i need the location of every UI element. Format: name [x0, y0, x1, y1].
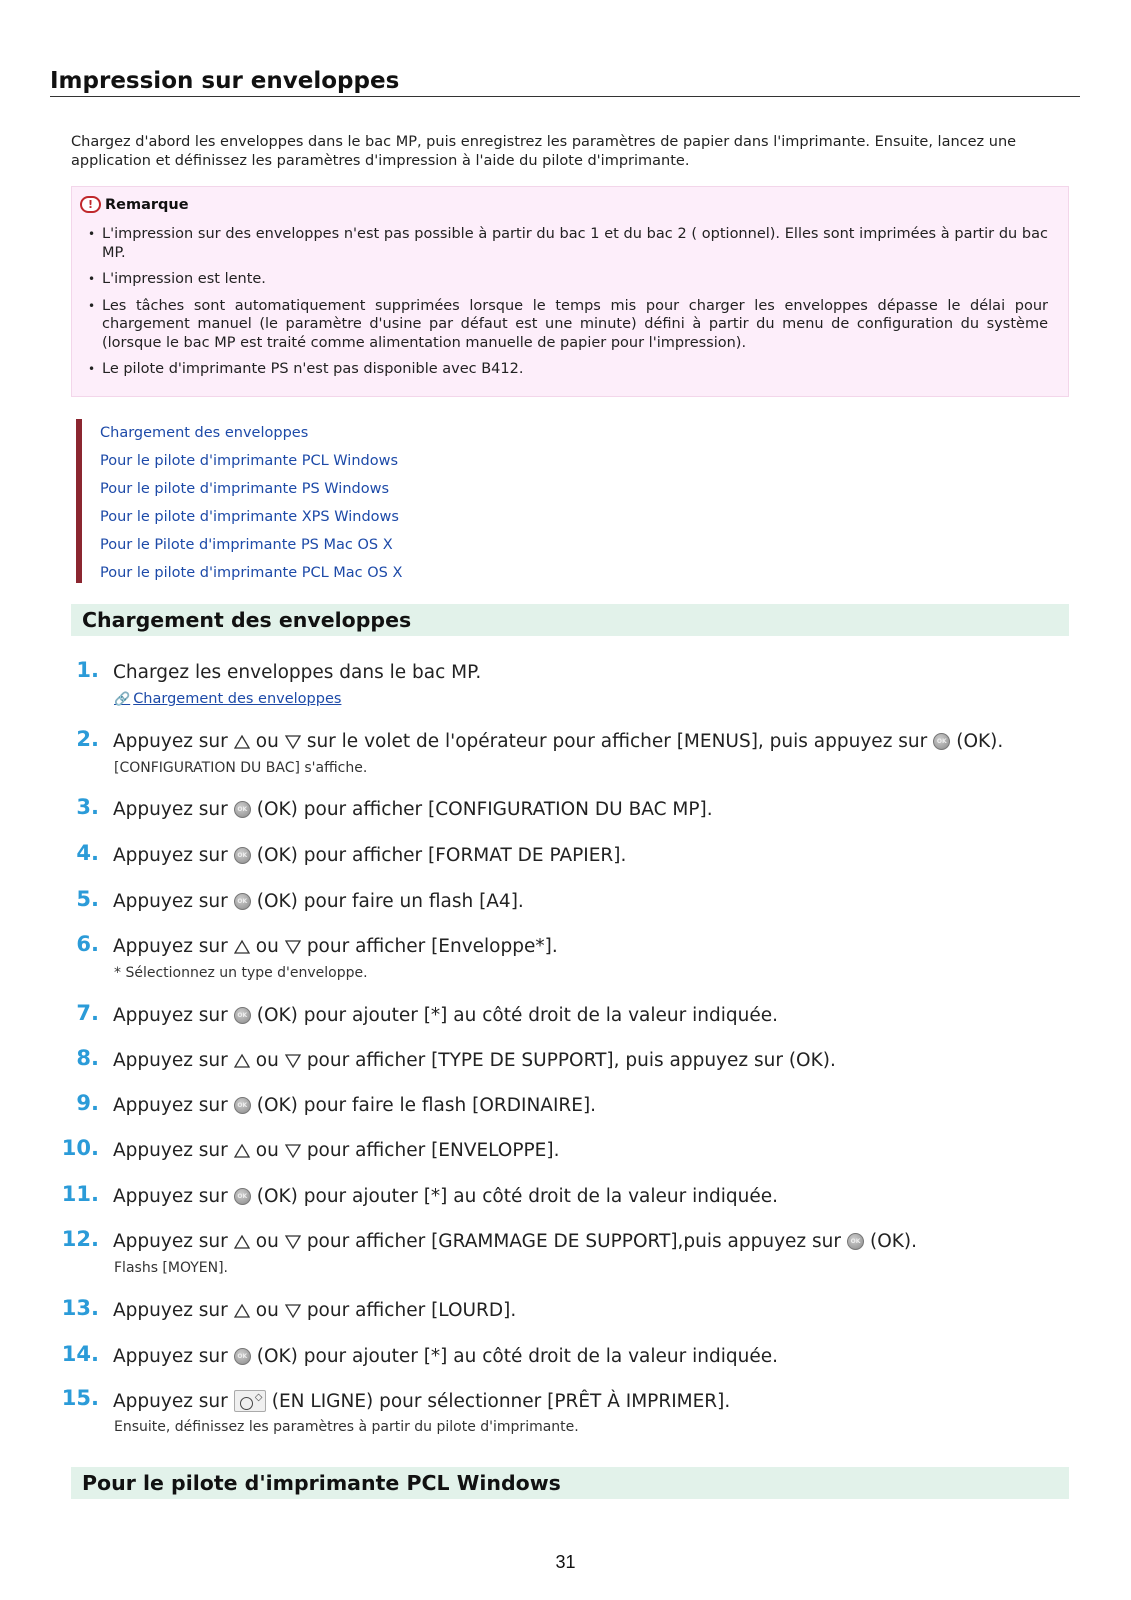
up-arrow-icon [234, 734, 250, 750]
ok-button-icon: OK [847, 1233, 864, 1250]
toc-link-chargement[interactable]: Chargement des enveloppes [100, 425, 309, 441]
step-subtext: Ensuite, définissez les paramètres à partir du pilote d'imprimante. [114, 1419, 579, 1435]
note-box [71, 186, 1069, 397]
down-arrow-icon [285, 1143, 301, 1159]
down-arrow-icon [285, 1053, 301, 1069]
ok-button-icon: OK [234, 1097, 251, 1114]
step-text: Appuyez sur OK (OK) pour ajouter [*] au côté droit de la valeur indiquée. [113, 1005, 778, 1026]
note-item: • Le pilote d'imprimante PS n'est pas disponible avec B412. [88, 361, 524, 377]
down-arrow-icon [285, 1234, 301, 1250]
step-number: 2. [76, 727, 99, 751]
note-header [80, 196, 189, 213]
up-arrow-icon [234, 939, 250, 955]
step-text: Appuyez sur ou pour afficher [TYPE DE SUPPORT], puis appuyez sur (OK). [113, 1050, 836, 1071]
page-title: Impression sur enveloppes [50, 68, 1080, 97]
step-number: 11. [61, 1182, 99, 1206]
note-list [86, 225, 1048, 387]
step-subtext: Flashs [MOYEN]. [114, 1260, 229, 1276]
up-arrow-icon [234, 1143, 250, 1159]
ok-button-icon: OK [234, 1348, 251, 1365]
link-chargement-enveloppes[interactable]: 🔗 Chargement des enveloppes [114, 691, 342, 707]
step-text: Appuyez sur OK (OK) pour faire un flash [A4]. [113, 891, 524, 912]
step-number: 5. [76, 887, 99, 911]
online-button-icon: ◇ [234, 1390, 266, 1412]
up-arrow-icon [234, 1053, 250, 1069]
up-arrow-icon [234, 1234, 250, 1250]
step-number: 6. [76, 932, 99, 956]
step-number: 8. [76, 1046, 99, 1070]
step-text: Appuyez sur OK (OK) pour ajouter [*] au côté droit de la valeur indiquée. [113, 1186, 778, 1207]
step-number: 9. [76, 1091, 99, 1115]
down-arrow-icon [285, 1303, 301, 1319]
step-number: 12. [61, 1227, 99, 1251]
step-subtext: * Sélectionnez un type d'enveloppe. [114, 965, 368, 981]
ok-button-icon: OK [234, 1188, 251, 1205]
step-number: 7. [76, 1001, 99, 1025]
ok-button-icon: OK [234, 1007, 251, 1024]
note-item: • Les tâches sont automatiquement supprimées lorsque le temps mis pour charger les enveloppes dépasse le délai pour chargement manuel (le paramètre d'usine par défaut est une minute) défini à partir du menu de configuration du système (lorsque le bac MP est traité comme alimentation manuelle de papier pour l'impression). [88, 297, 1048, 351]
step-number: 14. [61, 1342, 99, 1366]
toc-link-ps-windows[interactable]: Pour le pilote d'imprimante PS Windows [100, 481, 390, 497]
step-text: Appuyez sur ou pour afficher [Enveloppe*]. [113, 936, 558, 957]
bullet-icon: • [88, 227, 96, 241]
step-text: Appuyez sur OK (OK) pour faire le flash [ORDINAIRE]. [113, 1095, 597, 1116]
bullet-icon: • [88, 362, 96, 376]
step-number: 4. [76, 841, 99, 865]
step-text: Appuyez sur ou pour afficher [LOURD]. [113, 1300, 517, 1321]
down-arrow-icon [285, 734, 301, 750]
up-arrow-icon [234, 1303, 250, 1319]
section-heading-chargement: Chargement des enveloppes [71, 604, 1069, 636]
step-text: Appuyez sur ou sur le volet de l'opérateur pour afficher [MENUS], puis appuyez sur OK (OK). [113, 731, 1004, 752]
step-number: 15. [61, 1386, 99, 1410]
bullet-icon: • [88, 272, 96, 286]
toc-link-pcl-windows[interactable]: Pour le pilote d'imprimante PCL Windows [100, 453, 399, 469]
step-text: Chargez les enveloppes dans le bac MP. [113, 662, 482, 683]
ok-button-icon: OK [234, 893, 251, 910]
section-heading-pcl-windows: Pour le pilote d'imprimante PCL Windows [71, 1467, 1069, 1499]
step-text: Appuyez sur ou pour afficher [GRAMMAGE DE SUPPORT],puis appuyez sur OK (OK). [113, 1231, 918, 1252]
toc-link-ps-mac[interactable]: Pour le Pilote d'imprimante PS Mac OS X [100, 537, 393, 553]
note-title: Remarque [105, 196, 189, 213]
toc-link-pcl-mac[interactable]: Pour le pilote d'imprimante PCL Mac OS X [100, 565, 403, 581]
ok-button-icon: OK [234, 801, 251, 818]
link-icon: 🔗 [114, 691, 131, 707]
note-item: • L'impression est lente. [88, 271, 266, 287]
step-number: 1. [76, 658, 99, 682]
table-of-contents [76, 419, 700, 583]
toc-link-xps-windows[interactable]: Pour le pilote d'imprimante XPS Windows [100, 509, 399, 525]
page-number: 31 [555, 1552, 576, 1572]
step-text: Appuyez sur OK (OK) pour afficher [FORMAT DE PAPIER]. [113, 845, 627, 866]
note-item: • L'impression sur des enveloppes n'est pas possible à partir du bac 1 et du bac 2 ( optionnel). Elles sont imprimées à partir du bac MP. [88, 226, 1048, 261]
step-text: Appuyez sur OK (OK) pour afficher [CONFIGURATION DU BAC MP]. [113, 799, 713, 820]
step-number: 10. [61, 1136, 99, 1160]
warning-icon: ! [80, 196, 101, 213]
bullet-icon: • [88, 298, 96, 313]
step-number: 13. [61, 1296, 99, 1320]
down-arrow-icon [285, 939, 301, 955]
ok-button-icon: OK [933, 733, 950, 750]
ok-button-icon: OK [234, 847, 251, 864]
step-subtext: [CONFIGURATION DU BAC] s'affiche. [114, 760, 368, 776]
intro-paragraph: Chargez d'abord les enveloppes dans le bac MP, puis enregistrez les paramètres de papier dans l'imprimante. Ensuite, lancez une application et définissez les paramètres d'impression à l'aide du pilote d'imprimante. [71, 134, 1017, 169]
step-number: 3. [76, 795, 99, 819]
step-text: Appuyez sur ou pour afficher [ENVELOPPE]. [113, 1140, 560, 1161]
step-text: Appuyez sur OK (OK) pour ajouter [*] au côté droit de la valeur indiquée. [113, 1346, 778, 1367]
step-text: Appuyez sur ◇ (EN LIGNE) pour sélectionner [PRÊT À IMPRIMER]. [113, 1390, 731, 1412]
